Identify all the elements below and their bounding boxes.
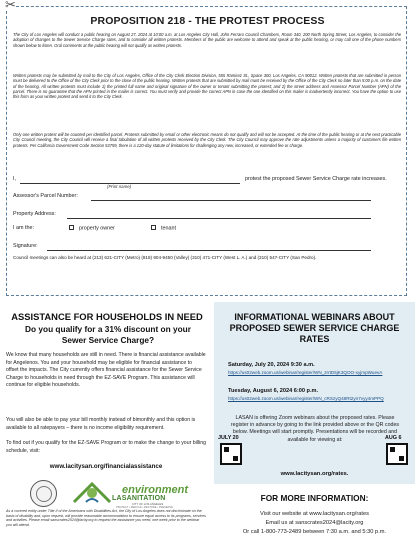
council-phone-note: Council meetings can also be heard at (213) 621-CITY (Metro) (818) 904-9450 (Valley) (310) 471-CITY (West L. A.) and (310) 547-CITY (San Pedro). <box>13 255 317 260</box>
session-1-date: Saturday, July 20, 2024 9:30 a.m. <box>228 362 315 368</box>
tenant-checkbox[interactable] <box>151 225 156 230</box>
july-qr-code-icon[interactable] <box>220 443 242 465</box>
name-input[interactable] <box>20 177 240 184</box>
protest-line-suffix: protest the proposed Sewer Service Charge rate increases. <box>245 176 387 182</box>
tenant-option[interactable] <box>151 225 176 233</box>
discount-question: Do you qualify for a 31% discount on your Sewer Service Charge? <box>25 324 191 345</box>
owner-option-label: property owner <box>79 225 115 232</box>
assistance-title: ASSISTANCE FOR HOUSEHOLDS IN NEED <box>11 311 203 322</box>
financial-assistance-link[interactable]: www.lacitysan.org/financialassistance <box>49 463 163 470</box>
session-2-link[interactable]: https://us02web.zoom.us/webinar/register/WN_cRSzyQ48Rt2yn7vyy4mPPQ <box>228 396 384 401</box>
assessor-parcel-input[interactable] <box>91 194 371 201</box>
counting-paragraph: Only one written protest will be counted per identified parcel. Protests submitted by email or other electronic means do not qualify and will not be accepted. At the time of the public hearing or at the next practicable City Council meeting, the City Council will receive a final tabulation of all written protests received by the City Clerk. The City Council may approve the rate adjustments unless a majority of customers file written protests. Per California Government Code Section 53759, there is a 120-day statute of limitations for challenging any new, increased, or extended fee or charge. <box>13 132 401 148</box>
owner-checkbox[interactable] <box>69 225 74 230</box>
scissors-icon: ✂ <box>5 0 16 12</box>
address-label: Property Address: <box>13 211 56 217</box>
lasan-tagline: PROTECT • REDUCE • RESTORE • PRESERVE <box>116 505 173 509</box>
print-name-caption: (Print name) <box>107 184 132 189</box>
aug-qr-code-icon[interactable] <box>386 443 408 465</box>
property-address-input[interactable] <box>67 212 371 219</box>
ada-notice: As a covered entity under Title II of the Americans with Disabilities Act, the City of Los Angeles does not discriminate on the basis of disability and, upon request, will provide reasonable accommodation to ensure equal access to its programs, services and activities. Please email sanscrates2024@lacity.org to request the assistance you need, one week prior to the webinar you will attend. <box>6 509 206 528</box>
assistance-paragraph-2: You will also be able to pay your bill monthly instead of bimonthly and this option is available to all ratepayers – there is no income eligibility requirement. <box>6 417 196 431</box>
signature-label: Signature: <box>13 243 38 249</box>
assistance-paragraph-1: We know that many households are still in need. There is financial assistance available for Angelenos. You and your household may be eligible for financial assistance to offset the impacts. The City currently offers financial assistance for the Sewer Service Charge to households in need through the EZ-SAVE Program. This assistance will continue for eligible households. <box>6 352 206 389</box>
webinar-title: INFORMATIONAL WEBINARS ABOUT PROPOSED SEWER SERVICE CHARGE RATES <box>229 312 400 344</box>
written-protest-paragraph: Written protests may be submitted by mail to the City of Los Angeles, Office of the City Clerk Election Division, 555 Ramirez St., Space 300, Los Angeles, CA 90012. Written protests that are submitted in person must be delivered to the Office of the City Clerk prior to the close of the public hearing. Written protests that are submitted by mail must be received by the Office of the City Clerk no later than 5:00 p.m. on the date of the hearing. All written protests must include 1) the printed full name and original signature of the owner or tenant submitting the protest; and 2) the street address and Assessor Parcel Number (APN) of the parcel. There is no guarantee that the APN printed in the mailer is correct. You must verify and provide the correct APN in case the one identified on this mailer is inadvertently incorrect. You have the option to use this form as your written protest and send it to the City Clerk. <box>13 73 401 100</box>
assessor-label: Assessor's Parcel Number: <box>13 193 78 199</box>
environment-wordmark: environment <box>122 484 189 496</box>
city-seal-icon <box>30 480 57 507</box>
email-line[interactable]: Email us at sanscrates2024@lacity.org <box>265 520 364 526</box>
more-info-panel <box>214 484 415 552</box>
webinar-panel <box>214 302 415 484</box>
tenant-option-label: tenant <box>161 225 176 232</box>
more-info-title: FOR MORE INFORMATION: <box>260 493 369 503</box>
aug-tag: AUG 6 <box>385 435 402 441</box>
visit-website-line[interactable]: Visit our website at www.lacitysan.org/rates <box>260 511 369 517</box>
owner-option[interactable] <box>69 225 115 233</box>
lasan-wordmark: LASANITATION <box>112 495 166 502</box>
session-1-link[interactable]: https://us02web.zoom.us/webinar/register/WN_zrrtD5jK3QOO-xyjmpWuevA <box>228 370 383 375</box>
protest-form-panel <box>5 0 407 296</box>
i-am-label: I am the: <box>13 225 34 231</box>
hearing-paragraph: The City of Los Angeles will conduct a public hearing on August 27, 2024 at 10:00 a.m. at Los Angeles City Hall, John Ferraro Council Chambers, Room 340, 200 North Spring Street, Los Angeles, to consider the adoption of changes to the Sewer Service Charge rates, and to consider all written protests. Members of the public are welcome to attend and speak at the public hearing, or may call one of the phone numbers shown below to listen. Oral comments at the public hearing will not qualify as written protests. <box>13 32 401 48</box>
session-2-date: Tuesday, August 6, 2024 6:00 p.m. <box>228 388 319 394</box>
webinar-description: LASAN is offering Zoom webinars about the proposed rates. Please register in advance by going to the link provided above or the QR codes below. Meetings will start promptly. Presentations will be recorded and available for viewing at: <box>230 415 400 443</box>
signature-input[interactable] <box>47 244 371 251</box>
assistance-paragraph-3: To find out if you qualify for the EZ-SAVE Program or to make the change to your billing schedule, visit: <box>6 440 207 454</box>
phone-line[interactable]: Or call 1-800-773-2489 between 7:30 a.m. and 5:30 p.m. <box>242 529 387 535</box>
july-tag: JULY 20 <box>218 435 239 441</box>
rates-site-link[interactable]: www.lacitysan.org/rates. <box>280 471 349 477</box>
proposition-title: PROPOSITION 218 - THE PROTEST PROCESS <box>90 15 325 27</box>
protest-line-prefix: I, <box>13 176 16 182</box>
city-caption: CITY OF LOS ANGELES <box>132 502 164 506</box>
environment-logo <box>112 484 198 508</box>
lasan-logo <box>66 478 118 507</box>
